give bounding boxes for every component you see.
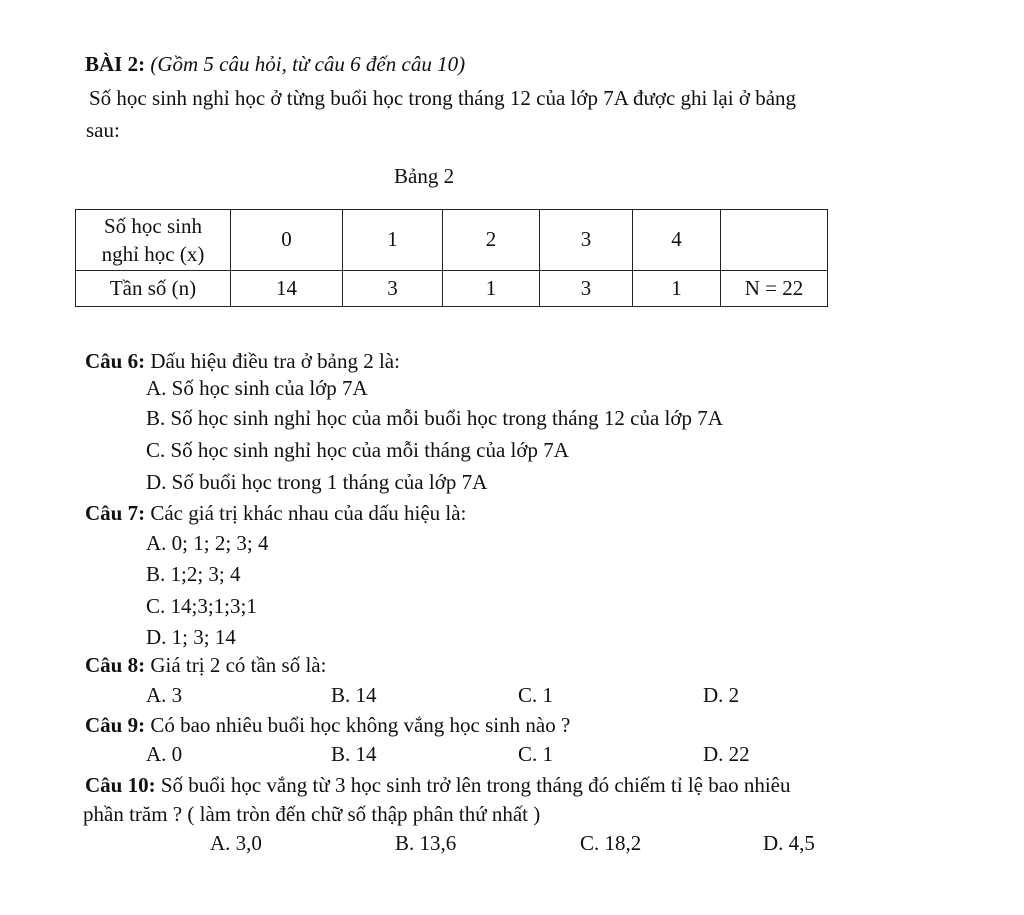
option-6c: C. Số học sinh nghỉ học của mỗi tháng của lớp 7A (146, 438, 569, 462)
question-7 (85, 501, 466, 526)
option-10d: D. 4,5 (763, 831, 815, 855)
option-6d: D. Số buổi học trong 1 tháng của lớp 7A (146, 470, 488, 494)
option-10b: B. 13,6 (395, 831, 457, 855)
table-caption: Bảng 2 (394, 164, 455, 188)
table-header-x (76, 210, 231, 271)
table-cell-n: 3 (540, 271, 633, 307)
question-label: Câu 6: (85, 349, 146, 373)
exercise-subtitle: (Gồm 5 câu hỏi, từ câu 6 đến câu 10) (150, 52, 466, 76)
question-label: Câu 10: (85, 773, 156, 797)
intro-line-1: Số học sinh nghỉ học ở từng buổi học trong tháng 12 của lớp 7A được ghi lại ở bảng (89, 86, 797, 110)
table-cell-x: 1 (343, 210, 443, 271)
question-text: Có bao nhiêu buổi học không vắng học sinh nào ? (145, 713, 571, 737)
option-9d: D. 22 (703, 742, 750, 766)
question-text: Số buổi học vắng từ 3 học sinh trở lên trong tháng đó chiếm tỉ lệ bao nhiêu (155, 773, 791, 797)
option-7c: C. 14;3;1;3;1 (146, 594, 257, 618)
table-cell-x: 3 (540, 210, 633, 271)
option-8a: A. 3 (146, 683, 183, 707)
option-10a: A. 3,0 (210, 831, 262, 855)
option-6b: B. Số học sinh nghỉ học của mỗi buổi học trong tháng 12 của lớp 7A (146, 406, 723, 430)
table-row-values (76, 210, 828, 271)
table-cell-x: 2 (443, 210, 540, 271)
question-label: Câu 8: (85, 653, 146, 677)
question-text: Dấu hiệu điều tra ở bảng 2 là: (145, 349, 400, 373)
question-label: Câu 9: (85, 713, 146, 737)
option-7b: B. 1;2; 3; 4 (146, 562, 241, 586)
question-10-line-2: phần trăm ? ( làm tròn đến chữ số thập phân thứ nhất ) (83, 802, 541, 826)
option-8b: B. 14 (331, 683, 377, 707)
table-cell-n: 1 (443, 271, 540, 307)
table-cell-n: 1 (633, 271, 721, 307)
option-9a: A. 0 (146, 742, 183, 766)
question-6 (85, 349, 400, 374)
option-9c: C. 1 (518, 742, 554, 766)
table-cell-n: 14 (231, 271, 343, 307)
frequency-table (75, 209, 828, 307)
intro-line-2: sau: (86, 118, 120, 142)
table-cell-total: N = 22 (721, 271, 828, 307)
table-cell-n: 3 (343, 271, 443, 307)
question-text: Các giá trị khác nhau của dấu hiệu là: (145, 501, 467, 525)
table-cell-x-empty (721, 210, 828, 271)
option-7a: A. 0; 1; 2; 3; 4 (146, 531, 269, 555)
question-label: Câu 7: (85, 501, 146, 525)
question-9 (85, 713, 570, 738)
option-9b: B. 14 (331, 742, 377, 766)
header-line-1: Số học sinh (103, 213, 202, 238)
option-10c: C. 18,2 (580, 831, 642, 855)
option-6a: A. Số học sinh của lớp 7A (146, 376, 368, 400)
option-7d: D. 1; 3; 14 (146, 625, 236, 649)
exercise-title (85, 52, 465, 77)
table-header-n: Tần số (n) (76, 271, 231, 307)
exercise-label: BÀI 2: (85, 52, 146, 76)
question-10 (85, 773, 790, 798)
table-cell-x: 0 (231, 210, 343, 271)
option-8d: D. 2 (703, 683, 740, 707)
question-text: Giá trị 2 có tần số là: (145, 653, 327, 677)
option-8c: C. 1 (518, 683, 554, 707)
table-row-frequency (76, 271, 828, 307)
header-line-2: nghỉ học (x) (101, 242, 205, 266)
question-8 (85, 653, 326, 678)
table-cell-x: 4 (633, 210, 721, 271)
